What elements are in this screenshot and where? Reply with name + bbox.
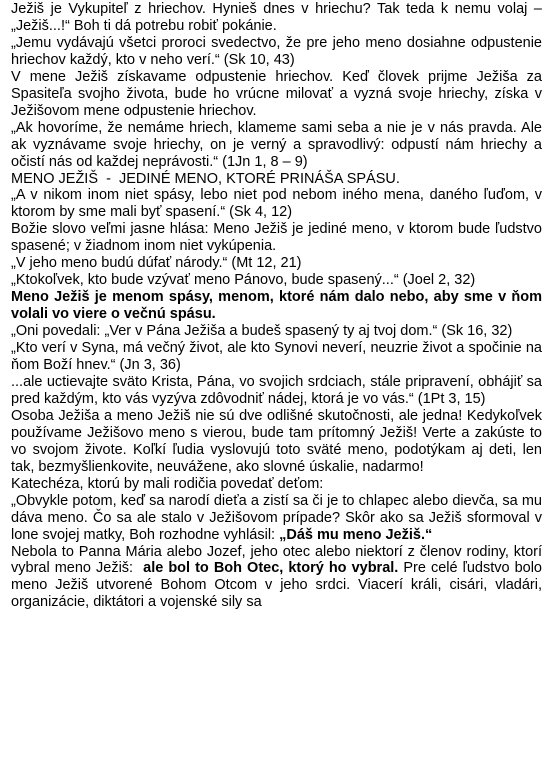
paragraph-forgiveness <box>11 69 542 120</box>
paragraph-person-and-name <box>11 408 542 476</box>
quote-jn-3-36 <box>11 340 542 374</box>
paragraph-redeemer <box>11 1 542 35</box>
paragraph-text: Katechéza, ktorú by mali rodičia povedať deťom: <box>11 475 324 492</box>
bold-phrase: ale bol to Boh Otec, ktorý ho vybral. <box>143 560 399 577</box>
bold-quote: „Dáš mu meno Ježiš.“ <box>279 526 433 543</box>
bold-text: Meno Ježiš je menom spásy, menom, ktoré nám dalo nebo, aby sme v ňom volali vo viere o večnú spásu. <box>11 289 542 323</box>
bold-statement <box>11 289 542 323</box>
quote-1pt-3-15 <box>11 374 542 408</box>
quote-text: „Ak hovoríme, že nemáme hriech, klameme sami seba a nie je v nás pravda. Ale ak vyznávame svoje hriechy, on je verný a spravodlivý: odpustí nám hriechy a očistí nás od každej neprávosti.“ (1Jn 1, 8 – 9) <box>11 119 542 170</box>
quote-text: „A v nikom inom niet spásy, lebo niet pod nebom iného mena, daného ľuďom, v ktorom by sme mali byť spasení.“ (Sk 4, 12) <box>11 187 542 221</box>
quote-mt-12-21 <box>11 255 542 272</box>
quote-text: „Ktokoľvek, kto bude vzývať meno Pánovo, bude spasený...“ (Joel 2, 32) <box>11 272 476 289</box>
quote-text: „Oni povedali: „Ver v Pána Ježiša a budeš spasený ty aj tvoj dom.“ (Sk 16, 32) <box>11 323 513 340</box>
paragraph-catechesis-intro <box>11 476 542 493</box>
quote-text: ...ale uctievajte sväto Krista, Pána, vo svojich srdciach, stále pripravení, obhájiť sa pred každým, kto vás vyzýva zdôvodniť nádej, ktorá je vo vás.“ (1Pt 3, 15) <box>11 373 542 407</box>
paragraph-text: „Obvykle potom, keď sa narodí dieťa a zistí sa či je to chlapec alebo dievča, sa mu dáva meno. Čo sa ale stalo v Ježišovom prípade? Skôr ako sa Ježiš sformoval v lone svojej matky, Boh rozhodne vyhlásil: <box>11 492 542 543</box>
paragraph-text: Božie slovo veľmi jasne hlása: Meno Ježiš je jediné meno, v ktorom bude ľudstvo spasené; v žiadnom inom niet vykúpenia. <box>11 221 542 255</box>
paragraph-catechesis <box>11 493 542 544</box>
section-heading <box>11 171 542 188</box>
quote-text: „Kto verí v Syna, má večný život, ale kto Synovi neverí, neuzrie život a spočinie na ňom Boží hnev.“ (Jn 3, 36) <box>11 340 542 374</box>
quote-acts-16-32 <box>11 323 542 340</box>
paragraph-only-name <box>11 221 542 255</box>
quote-joel-2-32 <box>11 272 542 289</box>
quote-1jn-1-8 <box>11 120 542 171</box>
heading-text: MENO JEŽIŠ - JEDINÉ MENO, KTORÉ PRINÁŠA SPÁSU. <box>11 170 400 187</box>
quote-acts-10-43 <box>11 35 542 69</box>
quote-text: „V jeho meno budú dúfať národy.“ (Mt 12, 21) <box>11 255 302 272</box>
paragraph-text-continued: Pre celé ľudstvo bolo meno Ježiš utvorené Bohom Otcom v jeho srdci. Viacerí králi, cisári, vladári, organizácie, diktátori a vojenské sily sa <box>11 560 542 611</box>
paragraph-text: V mene Ježiš získavame odpustenie hriechov. Keď človek prijme Ježiša za Spasiteľa svojho života, bude ho vrúcne milovať a vyzná svoje hriechy, získa v Ježišovom mene odpustenie hriechov. <box>11 68 542 119</box>
quote-acts-4-12 <box>11 187 542 221</box>
paragraph-father-chose <box>11 543 547 612</box>
quote-text: „Jemu vydávajú všetci proroci svedectvo, že pre jeho meno dosiahne odpustenie hriechov každý, kto v neho verí.“ (Sk 10, 43) <box>11 34 542 68</box>
paragraph-text: Ježiš je Vykupiteľ z hriechov. Hynieš dnes v hriechu? Tak teda k nemu volaj – „Ježiš...!“ Boh ti dá potrebu robiť pokánie. <box>11 1 542 34</box>
paragraph-text: Osoba Ježiša a meno Ježiš nie sú dve odlišné skutočnosti, ale jedna! Kedykoľvek používame Ježišovo meno s vierou, bude tam prítomný Ježiš! Verte a zakúste to vo svojom živote. Koľkí ľudia vyslovujú toto sväté meno, podotýkam aj deti, len tak, bezmyšlienkovite, neuvážene, ako slovné úskalie, nadarmo! <box>11 407 542 475</box>
paragraph-text: Nebola to Panna Mária alebo Jozef, jeho otec alebo niektorí z členov rodiny, ktorí vybral meno Ježiš: <box>11 543 547 577</box>
